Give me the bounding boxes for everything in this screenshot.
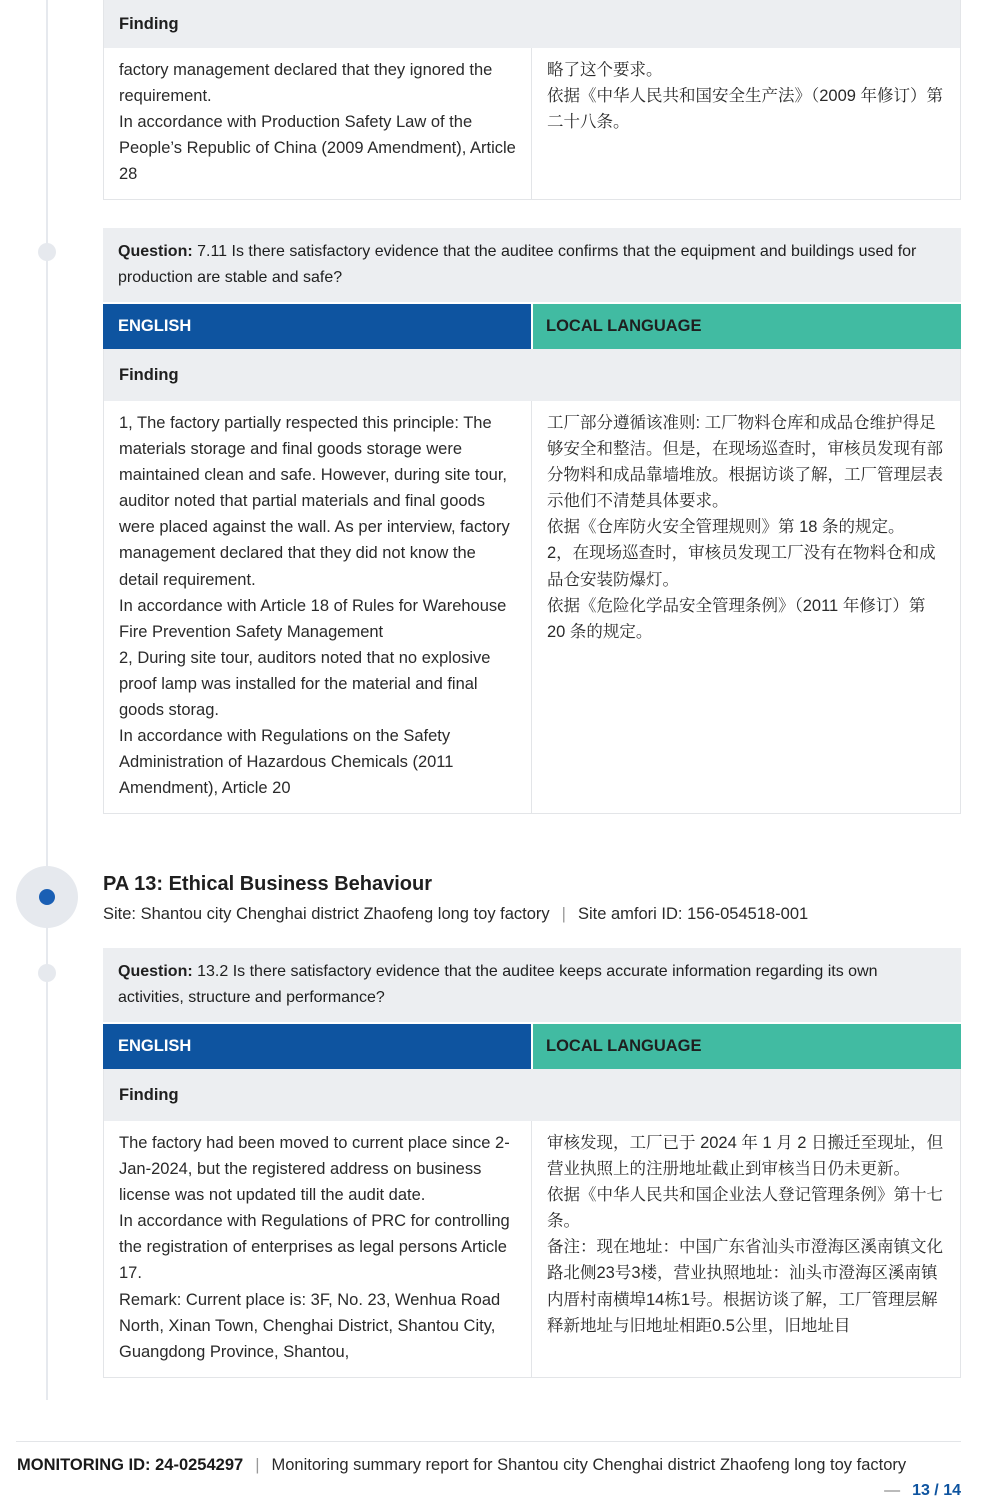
paragraph: In accordance with Article 18 of Rules for Warehouse Fire Prevention Safety Management — [119, 596, 507, 641]
paragraph: 依据《危险化学品安全管理条例》（2011 年修订）第 20 条的规定。 — [547, 596, 926, 641]
section-marker-dot — [39, 889, 55, 905]
paragraph: In accordance with Regulations of PRC for controlling the registration of enterprises as legal persons Article 17. — [119, 1212, 510, 1283]
site-name: Site: Shantou city Chenghai district Zhaofeng long toy factory — [103, 905, 550, 923]
paragraph: 依据《中华人民共和国企业法人登记管理条例》第十七条。 — [547, 1186, 943, 1231]
local-language-header: LOCAL LANGUAGE — [533, 1024, 961, 1069]
paragraph: 审核发现，工厂已于 2024 年 1 月 2 日搬迁至现址，但营业执照上的注册地址截止到审核当日仍未更新。 — [547, 1134, 944, 1179]
question-box — [103, 228, 961, 302]
question-label: Question: — [118, 243, 193, 260]
english-finding-cell — [104, 1121, 532, 1377]
timeline-line — [46, 0, 48, 1400]
paragraph: The factory had been moved to current place since 2-Jan-2024, but the registered address on business license was not updated till the audit date. — [119, 1134, 510, 1205]
timeline-dot — [38, 964, 56, 982]
paragraph: 工厂部分遵循该准则: 工厂物料仓库和成品仓维护得足够安全和整洁。但是，在现场巡查时，审核员发现有部分物料和成品靠墙堆放。根据访谈了解，工厂管理层表示他们不清楚具体要求。 — [547, 414, 943, 511]
page-number: 13 / 14 — [912, 1482, 961, 1499]
separator: | — [255, 1456, 260, 1474]
footer-divider — [16, 1441, 961, 1442]
page-indicator — [884, 1482, 961, 1500]
paragraph: Remark: Current place is: 3F, No. 23, Wenhua Road North, Xinan Town, Chenghai District, Shantou City, Guangdong Province, Shantou, — [119, 1290, 501, 1361]
paragraph: 2, During site tour, auditors noted that no explosive proof lamp was installed for the material and final goods storag. — [119, 648, 491, 720]
site-line — [103, 905, 808, 924]
timeline-dot — [38, 243, 56, 261]
finding-table-continued — [103, 0, 961, 200]
question-text: 7.11 Is there satisfactory evidence that the auditee confirms that the equipment and buildings used for production are stable and safe? — [118, 243, 917, 286]
paragraph: 依据《仓库防火安全管理规则》第 18 条的规定。 — [547, 518, 905, 537]
local-finding-cell — [532, 1121, 960, 1377]
english-header: ENGLISH — [103, 1024, 531, 1069]
english-header: ENGLISH — [103, 304, 531, 349]
local-finding-cell — [532, 401, 960, 813]
language-header-row — [103, 304, 961, 349]
report-title: Monitoring summary report for Shantou city Chenghai district Zhaofeng long toy factory — [271, 1456, 907, 1474]
english-finding-cell — [104, 401, 532, 813]
section-marker — [16, 866, 78, 928]
paragraph: In accordance with Production Safety Law of the People’s Republic of China (2009 Amendment), Article 28 — [119, 113, 516, 184]
paragraph: In accordance with Regulations on the Safety Administration of Hazardous Chemicals (2011 Amendment), Article 20 — [119, 727, 454, 798]
local-finding-cell — [532, 48, 960, 199]
finding-label: Finding — [104, 0, 960, 48]
paragraph: 备注：现在地址：中国广东省汕头市澄海区溪南镇文化路北侧23号3楼，营业执照地址：汕头市澄海区溪南镇内厝村南横埠14栋1号。根据访谈了解，工厂管理层解释新地址与旧地址相距0.5公里，旧地址目 — [547, 1238, 943, 1335]
finding-label: Finding — [104, 349, 960, 401]
question-box — [103, 948, 961, 1022]
pager-dash: — — [884, 1482, 901, 1499]
site-amfori-id: Site amfori ID: 156-054518-001 — [577, 905, 809, 923]
paragraph: 依据《中华人民共和国安全生产法》（2009 年修订）第二十八条。 — [547, 87, 944, 132]
footer — [17, 1456, 961, 1475]
english-finding-cell — [104, 48, 532, 199]
question-text: 13.2 Is there satisfactory evidence that the auditee keeps accurate information regarding its own activities, structure and performance? — [118, 963, 878, 1006]
finding-label: Finding — [104, 1069, 960, 1121]
section-title: PA 13: Ethical Business Behaviour — [103, 873, 432, 895]
local-language-header: LOCAL LANGUAGE — [533, 304, 961, 349]
language-header-row — [103, 1024, 961, 1069]
monitoring-id: MONITORING ID: 24-0254297 — [17, 1456, 244, 1474]
paragraph: 1, The factory partially respected this principle: The materials storage and final goods storage were maintained clean and safe. However, during site tour, auditor noted that partial materials and final goods were placed against the wall. As per interview, factory management declared that they did not know the detail requirement. — [119, 414, 510, 589]
question-7-11-block — [103, 228, 961, 814]
paragraph: factory management declared that they ignored the requirement. — [119, 61, 493, 106]
separator: | — [561, 905, 566, 923]
question-13-2-block — [103, 948, 961, 1378]
paragraph: 略了这个要求。 — [547, 61, 663, 79]
question-label: Question: — [118, 963, 193, 980]
paragraph: 2，在现场巡查时，审核员发现工厂没有在物料仓和成品仓安装防爆灯。 — [547, 544, 936, 589]
